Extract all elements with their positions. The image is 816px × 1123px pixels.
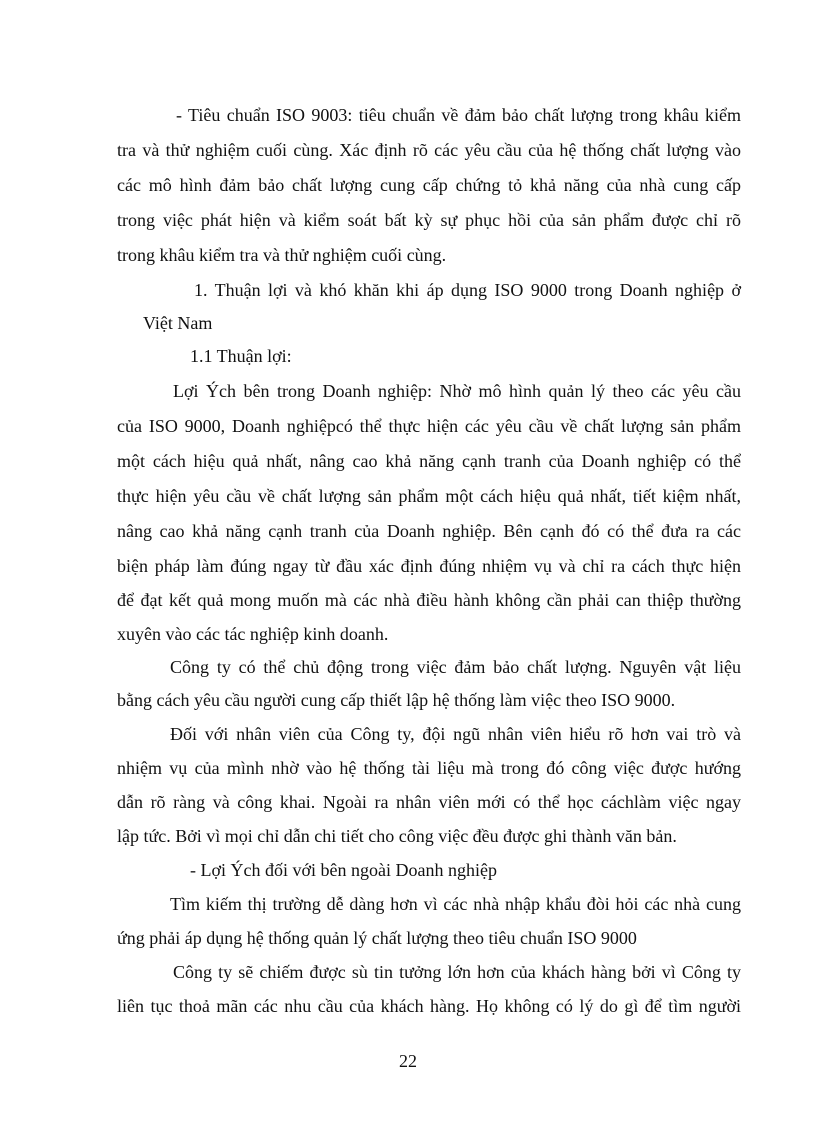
paragraph-line: tra và thử nghiệm cuối cùng. Xác định rõ các yêu cầu của hệ thống chất lượng vào — [117, 140, 741, 160]
paragraph-line: Công ty sẽ chiếm được sù tin tưởng lớn hơn của khách hàng bởi vì Công ty — [173, 962, 741, 982]
paragraph-line: biện pháp làm đúng ngay từ đầu xác định đúng nhiệm vụ và chỉ ra cách thực hiện — [117, 556, 741, 576]
bullet-heading: - Lợi Ých đối với bên ngoài Doanh nghiệp — [190, 860, 497, 880]
paragraph-line: nhiệm vụ của mình nhờ vào hệ thống tài liệu mà trong đó công việc được hướng — [117, 758, 741, 778]
paragraph-line: ứng phải áp dụng hệ thống quản lý chất lượng theo tiêu chuẩn ISO 9000 — [117, 928, 637, 948]
paragraph-line: Tìm kiếm thị trường dễ dàng hơn vì các nhà nhập khẩu đòi hỏi các nhà cung — [170, 894, 741, 914]
paragraph-line: của ISO 9000, Doanh nghiệpcó thể thực hiện các yêu cầu về chất lượng sản phẩm — [117, 416, 741, 436]
paragraph-line: để đạt kết quả mong muốn mà các nhà điều hành không cần phải can thiệp thường — [117, 590, 741, 610]
paragraph-line: trong việc phát hiện và kiểm soát bất kỳ sự phục hồi của sản phẩm được chỉ rõ — [117, 210, 741, 230]
paragraph-line: thực hiện yêu cầu về chất lượng sản phẩm một cách hiệu quả nhất, tiết kiệm nhất, — [117, 486, 741, 506]
section-heading: 1. Thuận lợi và khó khăn khi áp dụng ISO 9000 trong Doanh nghiệp ở — [194, 280, 741, 300]
section-heading-continuation: Việt Nam — [143, 313, 213, 333]
paragraph-line: một cách hiệu quả nhất, nâng cao khả năng cạnh tranh của Doanh nghiệp có thể — [117, 451, 741, 471]
paragraph-line: liên tục thoả mãn các nhu cầu của khách hàng. Họ không có lý do gì để tìm người — [117, 996, 741, 1016]
paragraph-line: Lợi Ých bên trong Doanh nghiệp: Nhờ mô hình quản lý theo các yêu cầu — [173, 381, 741, 401]
subsection-heading: 1.1 Thuận lợi: — [190, 346, 292, 366]
paragraph-line: lập tức. Bởi vì mọi chỉ dẫn chi tiết cho công việc đều được ghi thành văn bản. — [117, 826, 677, 846]
paragraph-line: trong khâu kiểm tra và thử nghiệm cuối cùng. — [117, 245, 447, 265]
paragraph-line: Đối với nhân viên của Công ty, đội ngũ nhân viên hiểu rõ hơn vai trò và — [170, 724, 741, 744]
paragraph-line: - Tiêu chuẩn ISO 9003: tiêu chuẩn về đảm bảo chất lượng trong khâu kiểm — [176, 105, 741, 125]
paragraph-line: nâng cao khả năng cạnh tranh của Doanh nghiệp. Bên cạnh đó có thể đưa ra các — [117, 521, 741, 541]
paragraph-line: Công ty có thể chủ động trong việc đảm bảo chất lượng. Nguyên vật liệu — [170, 657, 741, 677]
paragraph-line: bằng cách yêu cầu người cung cấp thiết lập hệ thống làm việc theo ISO 9000. — [117, 690, 676, 710]
paragraph-line: các mô hình đảm bảo chất lượng cung cấp chứng tỏ khả năng của nhà cung cấp — [117, 175, 741, 195]
page-number: 22 — [399, 1051, 417, 1071]
paragraph-line: xuyên vào các tác nghiệp kinh doanh. — [117, 624, 389, 644]
paragraph-line: dẫn rõ ràng và công khai. Ngoài ra nhân viên mới có thể học cáchlàm việc ngay — [117, 792, 741, 812]
